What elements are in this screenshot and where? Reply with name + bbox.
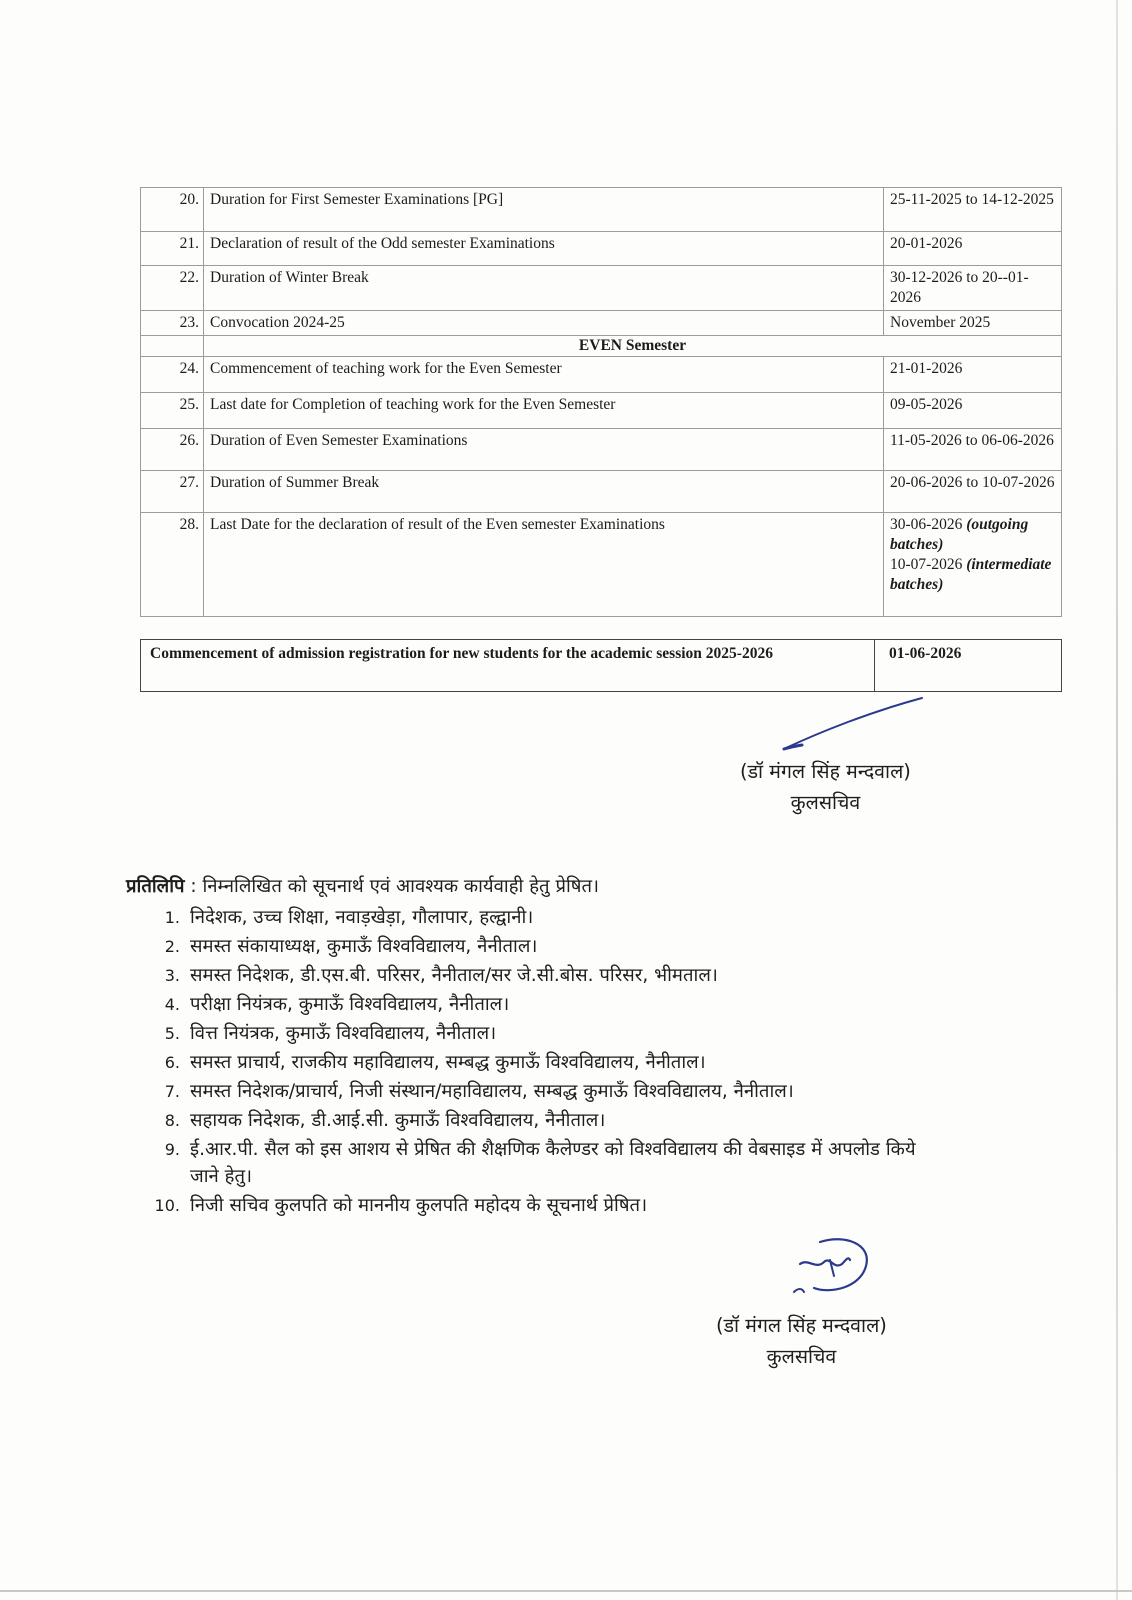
row-event: Commencement of teaching work for the Even Semester	[204, 357, 884, 393]
list-item-text: ई.आर.पी. सैल को इस आशय से प्रेषित की शैक्षणिक कैलेण्डर को विश्वविद्यालय की वेबसाइड में अपलोड किये जाने हेतु।	[190, 1139, 916, 1187]
table-row	[141, 393, 1062, 429]
list-item-text: समस्त निदेशक, डी.एस.बी. परिसर, नैनीताल/सर जे.सी.बोस. परिसर, भीमताल।	[190, 965, 718, 986]
row-date: 20-06-2026 to 10-07-2026	[884, 471, 1062, 513]
row-date: 25-11-2025 to 14-12-2025	[884, 188, 1062, 232]
signatory-block-top	[740, 756, 911, 818]
row-number: 22.	[141, 266, 204, 311]
row-number: 28.	[141, 513, 204, 617]
table-row	[141, 429, 1062, 471]
row-event: Declaration of result of the Odd semester Examinations	[204, 232, 884, 266]
signature-stroke	[780, 692, 930, 754]
list-item-number: 8.	[164, 1111, 180, 1130]
even-semester-heading: EVEN Semester	[204, 336, 1062, 357]
table-row	[141, 232, 1062, 266]
row-date: 09-05-2026	[884, 393, 1062, 429]
row-event: Last Date for the declaration of result of the Even semester Examinations	[204, 513, 884, 617]
row-event: Duration for First Semester Examinations [PG]	[204, 188, 884, 232]
list-item	[126, 1078, 926, 1105]
row-event: Duration of Even Semester Examinations	[204, 429, 884, 471]
handwritten-signature	[790, 1230, 880, 1310]
list-item-text: निजी सचिव कुलपति को माननीय कुलपति महोदय के सूचनार्थ प्रेषित।	[190, 1195, 648, 1216]
row-date: 20-01-2026	[884, 232, 1062, 266]
list-item	[126, 1020, 926, 1047]
signatory-block-bottom	[716, 1310, 887, 1372]
list-item	[126, 991, 926, 1018]
row-number: 20.	[141, 188, 204, 232]
list-item-text: समस्त निदेशक/प्राचार्य, निजी संस्थान/महाविद्यालय, सम्बद्ध कुमाऊँ विश्वविद्यालय, नैनीताल।	[190, 1081, 794, 1102]
result-date-outgoing: 30-06-2026	[890, 516, 963, 533]
list-item-text: समस्त प्राचार्य, राजकीय महाविद्यालय, सम्बद्ध कुमाऊँ विश्वविद्यालय, नैनीताल।	[190, 1052, 706, 1073]
list-item-number: 3.	[164, 966, 180, 985]
list-item-number: 10.	[154, 1196, 180, 1215]
list-item-text: वित्त नियंत्रक, कुमाऊँ विश्वविद्यालय, नैनीताल।	[190, 1023, 497, 1044]
row-date: 30-12-2026 to 20--01-2026	[884, 266, 1062, 311]
copy-heading	[126, 872, 926, 902]
row-number: 27.	[141, 471, 204, 513]
admission-box	[140, 639, 1062, 692]
table-row	[141, 266, 1062, 311]
signatory-name: (डॉ मंगल सिंह मन्दवाल)	[740, 760, 911, 783]
list-item-number: 4.	[164, 995, 180, 1014]
list-item-number: 2.	[164, 937, 180, 956]
signatory-name: (डॉ मंगल सिंह मन्दवाल)	[716, 1314, 887, 1337]
list-item-number: 1.	[164, 908, 180, 927]
list-item-number: 9.	[164, 1140, 180, 1159]
row-number: 24.	[141, 357, 204, 393]
signatory-designation: कुलसचिव	[766, 1345, 837, 1368]
list-item-number: 7.	[164, 1082, 180, 1101]
page-bottom-edge	[0, 1590, 1132, 1592]
heading-num-cell	[141, 336, 204, 357]
row-event: Duration of Winter Break	[204, 266, 884, 311]
row-number: 21.	[141, 232, 204, 266]
row-event: Convocation 2024-25	[204, 311, 884, 336]
even-semester-heading-row	[141, 336, 1062, 357]
list-item	[126, 962, 926, 989]
list-item-number: 5.	[164, 1024, 180, 1043]
list-item	[126, 904, 926, 931]
row-date	[884, 513, 1062, 617]
row-date: 11-05-2026 to 06-06-2026	[884, 429, 1062, 471]
copy-label: प्रतिलिपि	[126, 876, 185, 897]
copy-to-section	[126, 872, 926, 1221]
note-intermediate: (intermediate batches)	[890, 556, 1052, 593]
result-date-intermediate: 10-07-2026	[890, 556, 963, 573]
list-item-number: 6.	[164, 1053, 180, 1072]
list-item	[126, 1136, 926, 1190]
row-number: 26.	[141, 429, 204, 471]
table-row	[141, 513, 1062, 617]
recipient-list	[126, 904, 926, 1219]
row-date: 21-01-2026	[884, 357, 1062, 393]
list-item	[126, 1049, 926, 1076]
page-edge	[1116, 0, 1118, 1600]
row-date: November 2025	[884, 311, 1062, 336]
row-event: Duration of Summer Break	[204, 471, 884, 513]
signatory-designation: कुलसचिव	[790, 791, 861, 814]
list-item	[126, 1192, 926, 1219]
admission-text: Commencement of admission registration for new students for the academic session 2025-2026	[141, 640, 875, 692]
list-item	[126, 1107, 926, 1134]
list-item-text: समस्त संकायाध्यक्ष, कुमाऊँ विश्वविद्यालय, नैनीताल।	[190, 936, 538, 957]
row-event: Last date for Completion of teaching work for the Even Semester	[204, 393, 884, 429]
list-item	[126, 933, 926, 960]
table-row	[141, 471, 1062, 513]
list-item-text: निदेशक, उच्च शिक्षा, नवाड़खेड़ा, गौलापार, हल्द्वानी।	[190, 907, 534, 928]
table-row	[141, 311, 1062, 336]
academic-calendar-table	[140, 187, 1062, 617]
list-item-text: परीक्षा नियंत्रक, कुमाऊँ विश्वविद्यालय, नैनीताल।	[190, 994, 510, 1015]
list-item-text: सहायक निदेशक, डी.आई.सी. कुमाऊँ विश्वविद्यालय, नैनीताल।	[190, 1110, 606, 1131]
table-row	[141, 188, 1062, 232]
copy-intro: : निम्नलिखित को सूचनार्थ एवं आवश्यक कार्यवाही हेतु प्रेषित।	[184, 876, 600, 897]
table-row	[141, 357, 1062, 393]
note-outgoing: (outgoing batches)	[890, 516, 1029, 553]
row-number: 23.	[141, 311, 204, 336]
admission-date: 01-06-2026	[875, 640, 1062, 692]
row-number: 25.	[141, 393, 204, 429]
